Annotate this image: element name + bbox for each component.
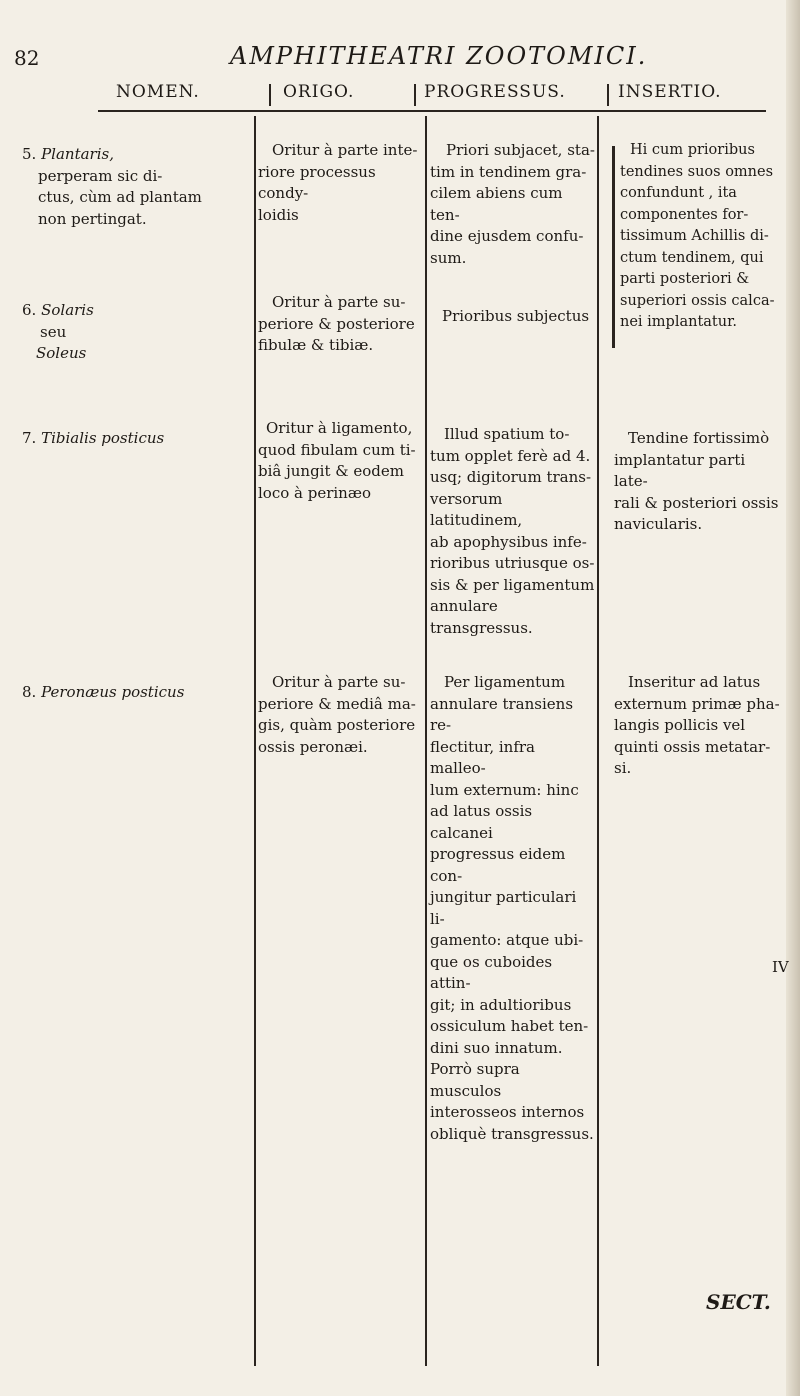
row-8-progressus-line-12: dini suo innatum. xyxy=(430,1038,563,1057)
row-8-origo-line-4: ossis peronæi. xyxy=(258,737,368,756)
row-7-origo-line-1: Oritur à ligamento, xyxy=(266,419,413,437)
column-header-origo: ORIGO. xyxy=(283,82,355,102)
header-rule xyxy=(98,110,766,112)
row-5-number: 5. xyxy=(22,145,37,163)
running-head: AMPHITHEATRI ZOOTOMICI. xyxy=(230,42,648,70)
row-5-insertio-line-8: superiori ossis calca- xyxy=(620,292,775,309)
insertio-brace xyxy=(612,146,615,348)
row-8-origo-line-2: periore & mediâ ma- xyxy=(258,694,416,713)
row-8-progressus-line-14: interosseos internos xyxy=(430,1103,585,1121)
row-7-progressus-line-7: sis & per ligamentum xyxy=(430,575,595,594)
row-8-insertio-line-4: quinti ossis metatar- xyxy=(614,737,771,756)
row-7-progressus-line-5: ab apophysibus infe- xyxy=(430,532,587,551)
row-7-origo-line-4: loco à perinæo xyxy=(258,483,371,502)
row-8-progressus-line-9: que os cuboides attin- xyxy=(430,952,553,992)
row-5-progressus-line-5: sum. xyxy=(430,248,467,267)
row-8-insertio xyxy=(614,672,782,780)
row-5-insertio-line-7: parti posteriori & xyxy=(620,271,750,287)
column-header-insertio: INSERTIO. xyxy=(618,82,722,102)
row-8-progressus xyxy=(430,672,595,1145)
row-8-insertio-line-2: externum primæ pha- xyxy=(614,694,780,713)
row-5-progressus-line-3: cilem abiens cum ten- xyxy=(430,184,563,224)
header-divider-1 xyxy=(269,84,271,106)
column-divider-3 xyxy=(597,116,599,1366)
page-binding-edge xyxy=(786,0,800,1396)
row-6-origo-line-3: fibulæ & tibiæ. xyxy=(258,336,374,354)
row-8-progressus-line-8: gamento: atque ubi- xyxy=(430,931,584,949)
row-5-origo xyxy=(258,140,422,226)
row-5-insertio-line-4: componentes for- xyxy=(620,206,749,223)
row-7-number: 7. xyxy=(22,429,37,447)
row-5-insertio-line-2: tendines suos omnes xyxy=(620,163,774,180)
catchword: SECT. xyxy=(706,1290,771,1314)
row-7-insertio-line-1: Tendine fortissimò xyxy=(628,429,770,447)
row-8-progressus-line-15: obliquè transgressus. xyxy=(430,1124,594,1143)
row-8-insertio-line-1: Inseritur ad latus xyxy=(628,673,761,691)
row-8-name xyxy=(22,682,252,704)
row-7-progressus-line-2: tum opplet ferè ad 4. xyxy=(430,446,591,465)
row-5-origo-line-3: loidis xyxy=(258,205,299,224)
row-5-name-line-4: non pertingat. xyxy=(38,209,147,228)
row-5-insertio-line-9: nei implantatur. xyxy=(620,314,738,330)
row-7-origo-line-3: biâ jungit & eodem xyxy=(258,462,405,480)
row-5-insertio-line-3: confundunt , ita xyxy=(620,185,737,201)
row-7-insertio-line-3: rali & posteriori ossis xyxy=(614,493,779,512)
row-7-progressus-line-6: rioribus utriusque os- xyxy=(430,554,595,572)
row-5-insertio xyxy=(620,140,784,334)
row-8-progressus-line-7: jungitur particulari li- xyxy=(430,888,577,928)
row-7-progressus xyxy=(430,424,595,639)
row-8-origo-line-1: Oritur à parte su- xyxy=(272,673,406,691)
row-5-progressus xyxy=(430,140,595,269)
row-6-name-line-2: seu xyxy=(40,322,67,341)
row-7-origo-line-2: quod fibulam cum ti- xyxy=(258,440,416,459)
column-header-progressus: PROGRESSUS. xyxy=(424,82,566,102)
row-5-progressus-line-4: dine ejusdem confu- xyxy=(430,227,584,245)
row-6-name-line-3: Soleus xyxy=(36,344,87,362)
row-8-origo-line-3: gis, quàm posteriore xyxy=(258,716,416,734)
row-5-name xyxy=(22,144,252,230)
row-6-number: 6. xyxy=(22,301,37,319)
row-7-progressus-line-4: versorum latitudinem, xyxy=(430,489,523,529)
row-6-name xyxy=(22,300,252,365)
row-5-name-line-2: perperam sic di- xyxy=(38,166,163,185)
row-8-number: 8. xyxy=(22,683,37,701)
header-divider-3 xyxy=(607,84,609,106)
row-8-progressus-line-2: annulare transiens re- xyxy=(430,694,574,734)
row-7-progressus-line-3: usq; digitorum trans- xyxy=(430,468,592,486)
row-8-insertio-line-3: langis pollicis vel xyxy=(614,716,746,734)
row-6-name-line-1: Solaris xyxy=(41,301,94,319)
row-8-origo xyxy=(258,672,422,758)
row-8-progressus-line-11: ossiculum habet ten- xyxy=(430,1017,589,1035)
column-divider-2 xyxy=(425,116,427,1366)
row-7-progressus-line-8: annulare transgressus. xyxy=(430,597,533,637)
row-5-name-line-3: ctus, cùm ad plantam xyxy=(38,188,202,206)
page-number: 82 xyxy=(14,46,40,70)
row-8-progressus-line-4: lum externum: hinc xyxy=(430,780,579,799)
row-5-name-line-1: Plantaris, xyxy=(41,145,114,163)
row-5-insertio-line-6: ctum tendinem, qui xyxy=(620,249,764,266)
row-7-name-line-1: Tibialis posticus xyxy=(41,429,165,447)
column-divider-1 xyxy=(254,116,256,1366)
header-divider-2 xyxy=(414,84,416,106)
row-5-origo-line-2: riore processus condy- xyxy=(258,162,376,202)
row-8-progressus-line-10: git; in adultioribus xyxy=(430,995,572,1014)
row-7-name xyxy=(22,428,252,450)
row-8-progressus-line-1: Per ligamentum xyxy=(444,673,566,691)
row-8-progressus-line-5: ad latus ossis calcanei xyxy=(430,802,533,842)
row-7-progressus-line-1: Illud spatium to- xyxy=(444,425,570,443)
row-6-origo-line-1: Oritur à parte su- xyxy=(272,293,406,311)
row-7-insertio xyxy=(614,428,782,536)
row-8-progressus-line-3: flectitur, infra malleo- xyxy=(430,737,535,777)
row-7-insertio-line-2: implantatur parti late- xyxy=(614,450,746,490)
row-5-origo-line-1: Oritur à parte inte- xyxy=(272,141,418,159)
row-6-origo xyxy=(258,292,422,357)
row-7-insertio-line-4: navicularis. xyxy=(614,515,703,533)
gutter-mark: IV xyxy=(772,958,789,976)
row-5-insertio-line-5: tissimum Achillis di- xyxy=(620,228,769,244)
column-header-nomen: NOMEN. xyxy=(116,82,200,102)
row-6-progressus-line-1: Prioribus subjectus xyxy=(442,307,590,325)
row-8-progressus-line-13: Porrò supra musculos xyxy=(430,1060,520,1100)
row-6-origo-line-2: periore & posteriore xyxy=(258,314,415,333)
row-5-insertio-line-1: Hi cum prioribus xyxy=(630,142,755,158)
row-7-origo xyxy=(258,418,422,504)
row-5-progressus-line-1: Priori subjacet, sta- xyxy=(446,141,595,159)
row-6-progressus xyxy=(430,306,595,328)
row-8-name-line-1: Peronæus posticus xyxy=(41,683,185,701)
row-8-progressus-line-6: progressus eidem con- xyxy=(430,845,566,885)
row-5-progressus-line-2: tim in tendinem gra- xyxy=(430,162,587,181)
row-8-insertio-line-5: si. xyxy=(614,759,632,777)
